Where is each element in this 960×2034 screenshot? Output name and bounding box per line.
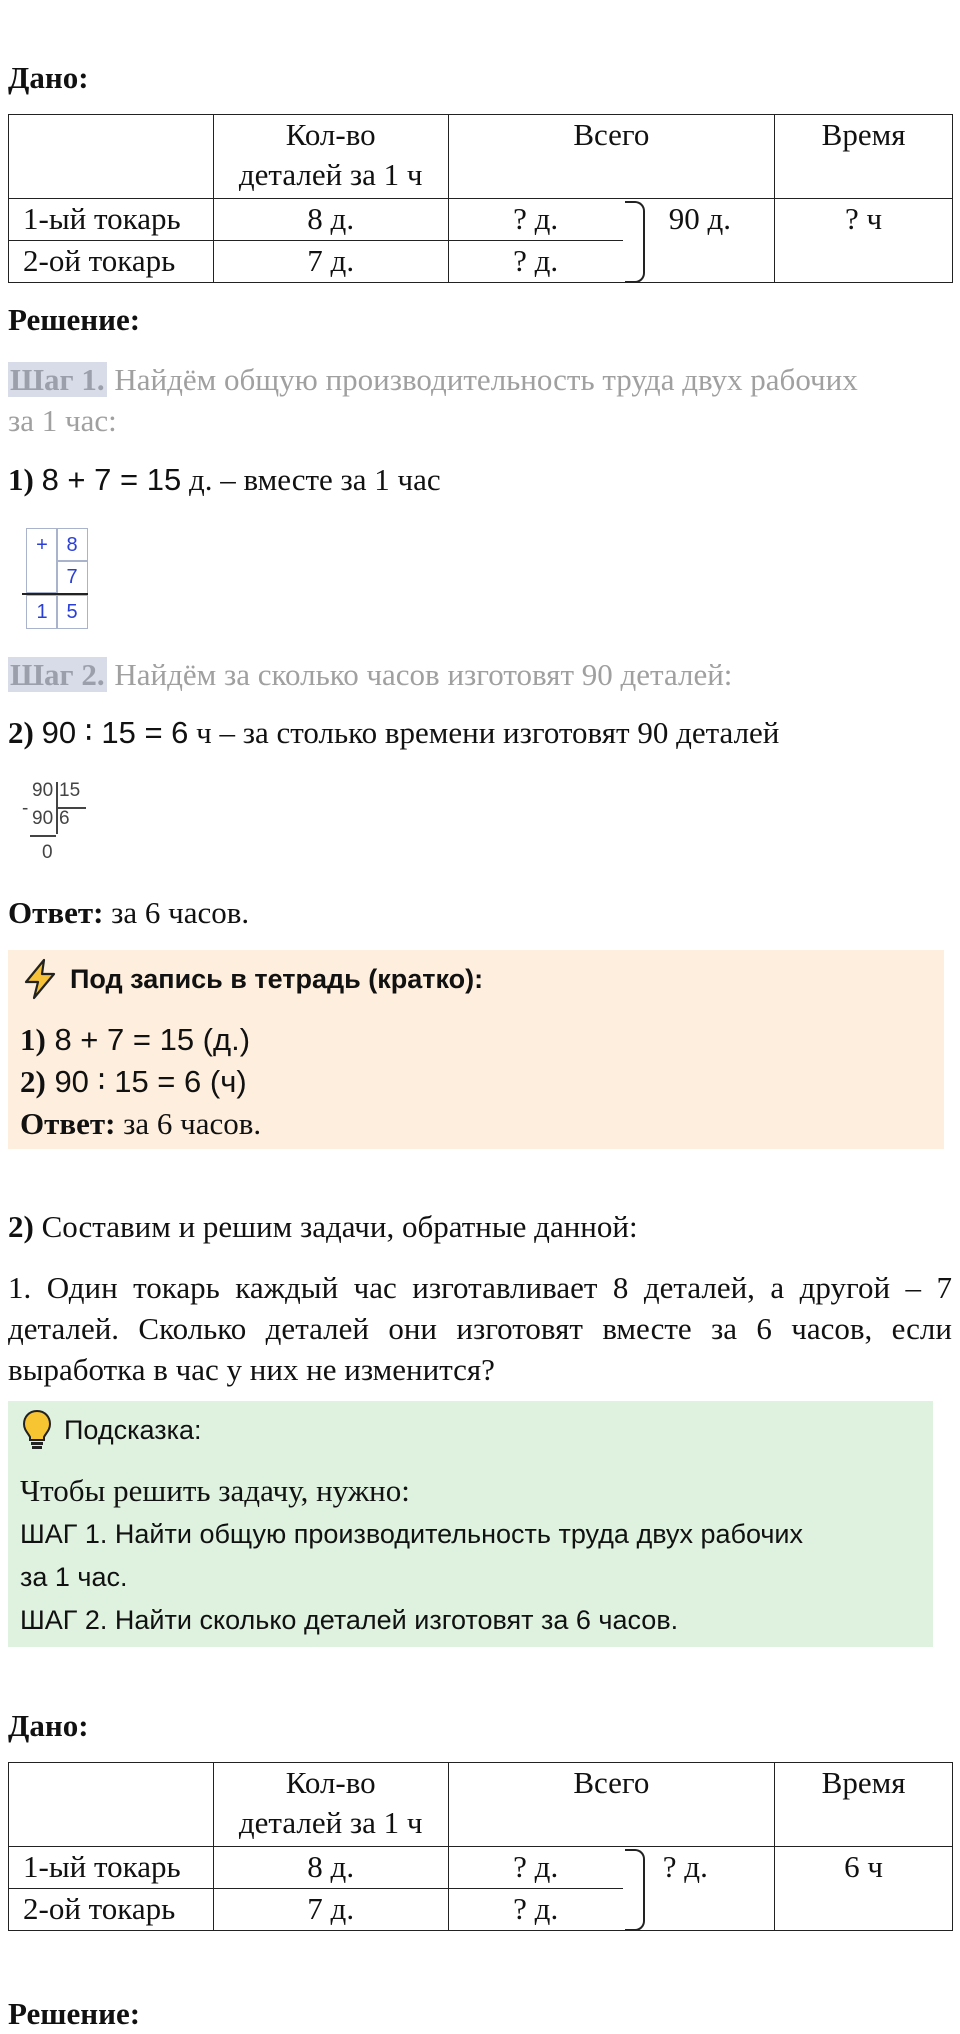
step1-tag: Шаг 1.: [10, 362, 105, 397]
div-divisor: 15: [59, 780, 81, 801]
header-time: Время: [775, 115, 953, 199]
given-table-2: [8, 1762, 953, 1931]
answer-text: за 6 часов.: [103, 895, 250, 930]
add-r1: 1: [26, 595, 58, 629]
hint-intro: Чтобы решить задачу, нужно:: [20, 1473, 410, 1508]
solution-title: Решение:: [8, 302, 141, 337]
row-label: 2-ой токарь: [9, 241, 214, 283]
equation-1: [8, 460, 441, 500]
row-time: ? ч: [775, 199, 953, 283]
notebook-line-1: 1) 8 + 7 = 15 (д.): [20, 1022, 251, 1057]
step1-line: [8, 360, 858, 400]
step2-line: [8, 655, 732, 695]
sum-brace-2: [625, 1849, 645, 1931]
eq1-number: 1): [8, 462, 34, 497]
eq1-rest: д. – вместе за 1 час: [181, 462, 441, 497]
sum-brace: [625, 201, 645, 283]
add-blank: [26, 560, 58, 593]
row-total: ? д.: [448, 1889, 623, 1931]
header-total: Всего: [448, 115, 775, 199]
eq2-number: 2): [8, 715, 34, 750]
hint-title: Подсказка:: [64, 1415, 202, 1445]
header-empty: [9, 1763, 214, 1847]
row-rate: 7 д.: [213, 1889, 448, 1931]
add-b: 7: [56, 560, 88, 594]
header-rate: Кол-во деталей за 1 ч: [213, 1763, 448, 1847]
part2-heading: 2) Составим и решим задачи, обратные данной:: [8, 1209, 638, 1244]
answer-line: [8, 893, 249, 933]
div-minus: -: [22, 798, 29, 819]
sum-cell: ? д.: [623, 1847, 775, 1931]
notebook-title: Под запись в тетрадь (кратко):: [70, 964, 484, 994]
step1-text-2: за 1 час:: [8, 403, 117, 438]
row-time: 6 ч: [775, 1847, 953, 1931]
hint-step-2: ШАГ 2. Найти сколько деталей изготовят за 6 часов.: [20, 1605, 679, 1635]
notebook-line-2: 2) 90 ∶ 15 = 6 (ч): [20, 1064, 247, 1099]
equation-2: [8, 713, 779, 753]
header-total: Всего: [448, 1763, 775, 1847]
solution-title-2: Решение:: [8, 1996, 141, 2031]
div-remainder: 0: [42, 842, 53, 863]
div-quotient: 6: [59, 808, 70, 829]
row-label: 1-ый токарь: [9, 1847, 214, 1889]
step1-text: Найдём общую производительность труда двух рабочих: [114, 362, 858, 397]
lightbulb-icon: [22, 1409, 52, 1456]
row-rate: 8 д.: [213, 1847, 448, 1889]
row-rate: 8 д.: [213, 199, 448, 241]
div-hline-bottom: [30, 835, 56, 837]
row-label: 2-ой токарь: [9, 1889, 214, 1931]
lightning-icon: [20, 958, 60, 1005]
add-sign: +: [26, 528, 58, 561]
notebook-answer: Ответ: за 6 часов.: [20, 1106, 262, 1141]
row-total: ? д.: [448, 241, 623, 283]
answer-label: Ответ:: [8, 895, 104, 930]
add-a: 8: [56, 528, 88, 562]
row-total: ? д.: [448, 199, 623, 241]
eq2-rest: ч – за столько времени изготовят 90 деталей: [188, 715, 780, 750]
div-hline-top: [56, 807, 86, 809]
column-division: [20, 780, 100, 870]
header-empty: [9, 115, 214, 199]
given-title-2: Дано:: [8, 1708, 89, 1743]
eq1-math: 8 + 7 = 15: [41, 462, 182, 497]
row-total: ? д.: [448, 1847, 623, 1889]
step2-tag: Шаг 2.: [10, 657, 105, 692]
header-rate: Кол-во деталей за 1 ч: [213, 115, 448, 199]
step2-text: Найдём за сколько часов изготовят 90 деталей:: [114, 657, 733, 692]
div-sub: 90: [32, 808, 54, 829]
div-dividend: 90: [32, 780, 54, 801]
part2-problem: 1. Один токарь каждый час изготавливает 8 деталей, а другой – 7 деталей. Сколько деталей они изготовят вместе за 6 часов, если выработка в час у них не изменится?: [8, 1270, 952, 1387]
row-label: 1-ый токарь: [9, 199, 214, 241]
given-title: Дано:: [8, 60, 89, 95]
row-rate: 7 д.: [213, 241, 448, 283]
hint-step-1: ШАГ 1. Найти общую производительность труда двух рабочих: [20, 1519, 804, 1549]
header-time: Время: [775, 1763, 953, 1847]
add-r2: 5: [56, 595, 88, 629]
sum-cell: 90 д.: [623, 199, 775, 283]
hint-step-1-cont: за 1 час.: [20, 1562, 128, 1592]
notebook-panel: [8, 950, 944, 1149]
eq2-math: 90 ∶ 15 = 6: [41, 715, 189, 750]
given-table-1: [8, 114, 953, 283]
hint-panel: [8, 1401, 933, 1647]
